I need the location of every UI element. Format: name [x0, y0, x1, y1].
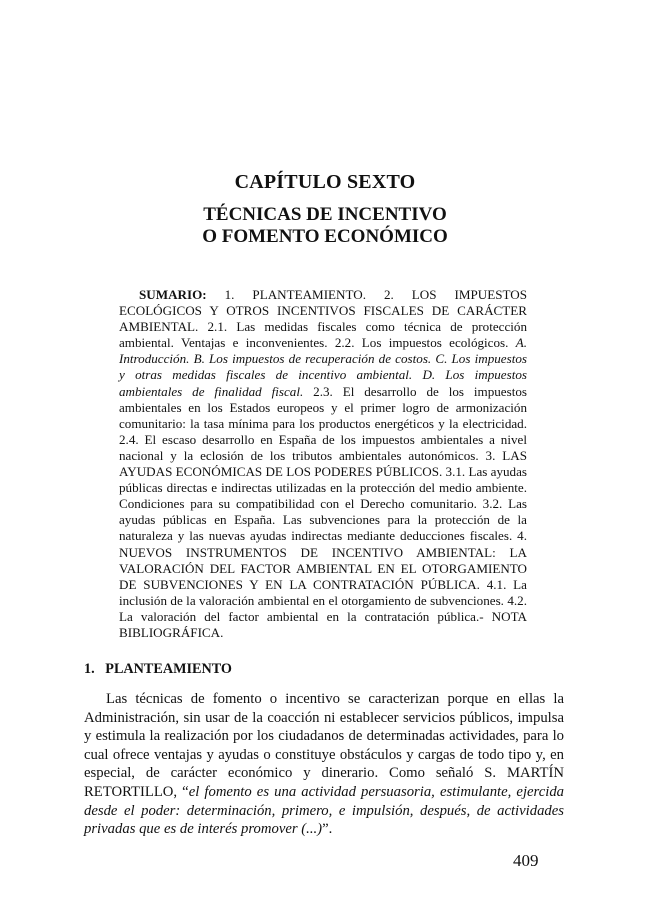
- chapter-label: CAPÍTULO SEXTO: [234, 171, 416, 193]
- paragraph-text: Las técnicas de fomento o incentivo se caracterizan porque en ellas la Administración, sin usar de la coacción ni establecer servicios públicos, impulsa y estimula la realización por los ciudadanos de determinadas actividades, para lo cual ofrece ventajas y ayudas o constituye obstáculos y cargas de todo tipo y, en especial, de carácter económico y dinerario. Como señaló S. MARTÍN RETORTILLO, “: [84, 691, 564, 800]
- chapter-title-line-1: TÉCNICAS DE INCENTIVO: [203, 204, 447, 225]
- summary-text-part-1: 1. PLANTEAMIENTO. 2. LOS IMPUESTOS ECOLÓGICOS Y OTROS INCENTIVOS FISCALES DE CARÁCTER AMBIENTAL. 2.1. Las medidas fiscales como técnica de protección ambiental. Ventajas e inconvenientes. 2.2. Los impuestos ecológicos.: [119, 287, 527, 351]
- summary-italic-subsections: A. Introducción. B. Los impuestos de recuperación de costos. C. Los impuestos y otras medidas fiscales de incentivo ambiental. D. Los impuestos ambientales de finalidad fiscal.: [119, 335, 527, 399]
- chapter-title-line-2: O FOMENTO ECONÓMICO: [202, 226, 448, 247]
- paragraph-quote: el fomento es una actividad persuasoria, estimulante, ejercida desde el poder: determinación, primero, e impulsión, después, de actividades privadas que es de interés promover (...): [84, 783, 565, 838]
- summary-text-part-2: 2.3. El desarrollo de los impuestos ambientales en los Estados europeos y el primer logro de armonización comunitario: la tasa mínima para los productos energéticos y la electricidad. 2.4. El escaso desarrollo en España de los impuestos ambientales a nivel nacional y la eclosión de los tributos ambientales autonómicos. 3. LAS AYUDAS ECONÓMICAS DE LOS PODERES PÚBLICOS. 3.1. Las ayudas públicas directas e indirectas utilizadas en la protección del medio ambiente. Condiciones para su compatibilidad con el Derecho comunitario. 3.2. Las ayudas públicas en España. Las subvenciones para la protección de la naturaleza y las nuevas ayudas indirectas mediante deducciones fiscales. 4. NUEVOS INSTRUMENTOS DE INCENTIVO AMBIENTAL: LA VALORACIÓN DEL FACTOR AMBIENTAL EN EL OTORGAMIENTO DE SUBVENCIONES Y EN LA CONTRATACIÓN PÚBLICA. 4.1. La inclusión de la valoración ambiental en el otorgamiento de subvenciones. 4.2. La valoración del factor ambiental en la contratación pública.- NOTA BIBLIOGRÁFICA.: [119, 383, 527, 640]
- paragraph-end: ”.: [322, 821, 333, 838]
- summary-lead: SUMARIO:: [139, 287, 207, 302]
- section-heading: 1. PLANTEAMIENTO: [84, 661, 232, 677]
- page-number: 409: [513, 851, 539, 870]
- chapter-summary: [119, 287, 527, 641]
- chapter-title: [0, 204, 650, 248]
- body-paragraph: [84, 690, 564, 839]
